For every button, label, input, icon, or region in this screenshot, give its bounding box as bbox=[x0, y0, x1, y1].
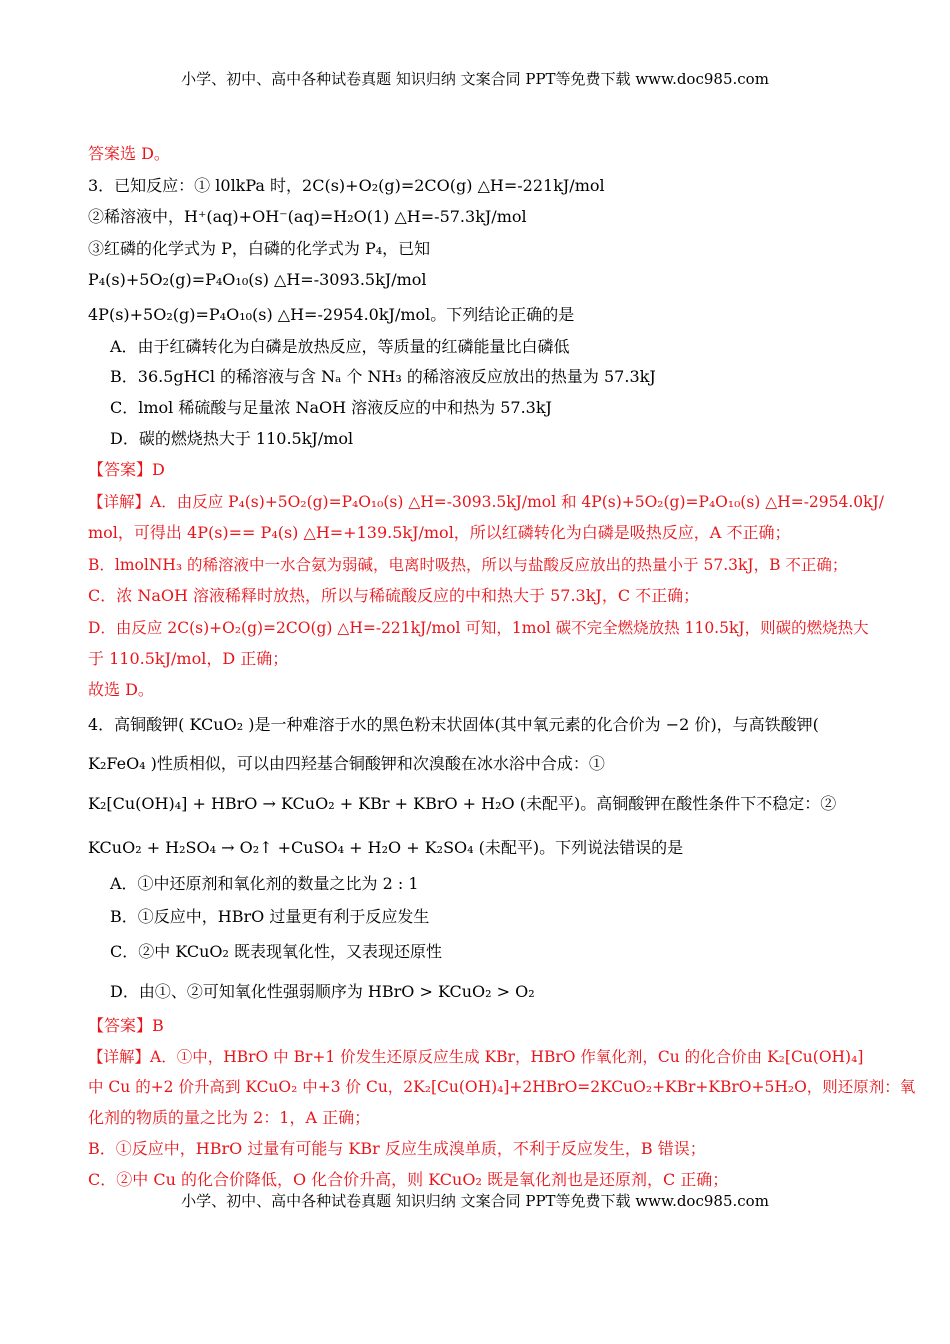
q3-stem-4: P₄(s)+5O₂(g)=P₄O₁₀(s) △H=-3093.5kJ/mol bbox=[88, 270, 427, 289]
q3-option-d: D．碳的燃烧热大于 110.5kJ/mol bbox=[110, 429, 354, 448]
q4-explanation-2: 中 Cu 的+2 价升高到 KCuO₂ 中+3 价 Cu，2K₂[Cu(OH)₄]+2HBrO=2KCuO₂+KBr+KBrO+5H₂O，则还原剂：氧 bbox=[88, 1078, 916, 1096]
q4-explanation-1: 【详解】A．①中，HBrO 中 Br+1 价发生还原反应生成 KBr，HBrO 作氧化剂，Cu 的化合价由 K₂[Cu(OH)₄] bbox=[88, 1048, 864, 1066]
q3-stem-1: 3．已知反应：① l0lkPa 时，2C(s)+O₂(g)=2CO(g) △H=-221kJ/mol bbox=[88, 176, 605, 195]
q3-option-c: C．lmol 稀硫酸与足量浓 NaOH 溶液反应的中和热为 57.3kJ bbox=[110, 398, 552, 417]
prev-answer-line: 答案选 D。 bbox=[88, 144, 170, 163]
q3-answer: 【答案】D bbox=[88, 460, 165, 479]
q3-explanation-5: D．由反应 2C(s)+O₂(g)=2CO(g) △H=-221kJ/mol 可知，1mol 碳不完全燃烧放热 110.5kJ，则碳的燃烧热大 bbox=[88, 619, 869, 637]
q3-stem-3: ③红磷的化学式为 P，白磷的化学式为 P₄，已知 bbox=[88, 239, 431, 258]
q3-explanation-3: B．lmolNH₃ 的稀溶液中一水合氨为弱碱，电离时吸热，所以与盐酸反应放出的热量小于 57.3kJ，B 不正确； bbox=[88, 556, 848, 574]
q4-explanation-5: C．②中 Cu 的化合价降低，O 化合价升高，则 KCuO₂ 既是氧化剂也是还原剂，C 正确； bbox=[88, 1170, 729, 1189]
q4-reaction-2: KCuO₂ + H₂SO₄ → O₂↑ +CuSO₄ + H₂O + K₂SO₄ (未配平)。下列说法错误的是 bbox=[88, 838, 684, 857]
q4-option-c: C．②中 KCuO₂ 既表现氧化性，又表现还原性 bbox=[110, 942, 443, 961]
q3-explanation-1: 【详解】A．由反应 P₄(s)+5O₂(g)=P₄O₁₀(s) △H=-3093.5kJ/mol 和 4P(s)+5O₂(g)=P₄O₁₀(s) △H=-2954.0kJ/ bbox=[88, 493, 884, 511]
q4-reaction-1: K₂[Cu(OH)₄] + HBrO → KCuO₂ + KBr + KBrO + H₂O (未配平)。高铜酸钾在酸性条件下不稳定：② bbox=[88, 794, 837, 813]
q4-option-d: D．由①、②可知氧化性强弱顺序为 HBrO > KCuO₂ > O₂ bbox=[110, 982, 535, 1001]
q4-option-b: B．①反应中，HBrO 过量更有利于反应发生 bbox=[110, 907, 430, 926]
q4-stem-2: K₂FeO₄ )性质相似，可以由四羟基合铜酸钾和次溴酸在冰水浴中合成：① bbox=[88, 754, 605, 773]
q4-explanation-3: 化剂的物质的量之比为 2：1，A 正确； bbox=[88, 1108, 371, 1127]
q3-option-b: B．36.5gHCl 的稀溶液与含 Nₐ 个 NH₃ 的稀溶液反应放出的热量为 57.3kJ bbox=[110, 367, 656, 386]
q3-explanation-6: 于 110.5kJ/mol，D 正确； bbox=[88, 649, 289, 668]
q3-stem-2: ②稀溶液中，H⁺(aq)+OH⁻(aq)=H₂O(1) △H=-57.3kJ/mol bbox=[88, 207, 527, 226]
q3-option-a: A．由于红磷转化为白磷是放热反应，等质量的红磷能量比白磷低 bbox=[110, 337, 570, 356]
q4-option-a: A．①中还原剂和氧化剂的数量之比为 2 : 1 bbox=[110, 874, 419, 893]
q3-conclusion: 故选 D。 bbox=[88, 680, 154, 699]
page-footer: 小学、初中、高中各种试卷真题 知识归纳 文案合同 PPT等免费下载 www.doc985.com bbox=[181, 1192, 769, 1210]
page-header: 小学、初中、高中各种试卷真题 知识归纳 文案合同 PPT等免费下载 www.doc985.com bbox=[181, 70, 769, 88]
q3-explanation-2: mol，可得出 4P(s)== P₄(s) △H=+139.5kJ/mol，所以红磷转化为白磷是吸热反应，A 不正确； bbox=[88, 523, 791, 542]
q4-explanation-4: B．①反应中，HBrO 过量有可能与 KBr 反应生成溴单质，不利于反应发生，B 错误； bbox=[88, 1139, 706, 1158]
q3-explanation-4: C．浓 NaOH 溶液稀释时放热，所以与稀硫酸反应的中和热大于 57.3kJ，C 不正确； bbox=[88, 586, 700, 605]
q4-answer: 【答案】B bbox=[88, 1016, 164, 1035]
q4-stem-1: 4．高铜酸钾( KCuO₂ )是一种难溶于水的黑色粉末状固体(其中氧元素的化合价为 −2 价)，与高铁酸钾( bbox=[88, 715, 819, 734]
q3-stem-5: 4P(s)+5O₂(g)=P₄O₁₀(s) △H=-2954.0kJ/mol。下列结论正确的是 bbox=[88, 305, 575, 324]
